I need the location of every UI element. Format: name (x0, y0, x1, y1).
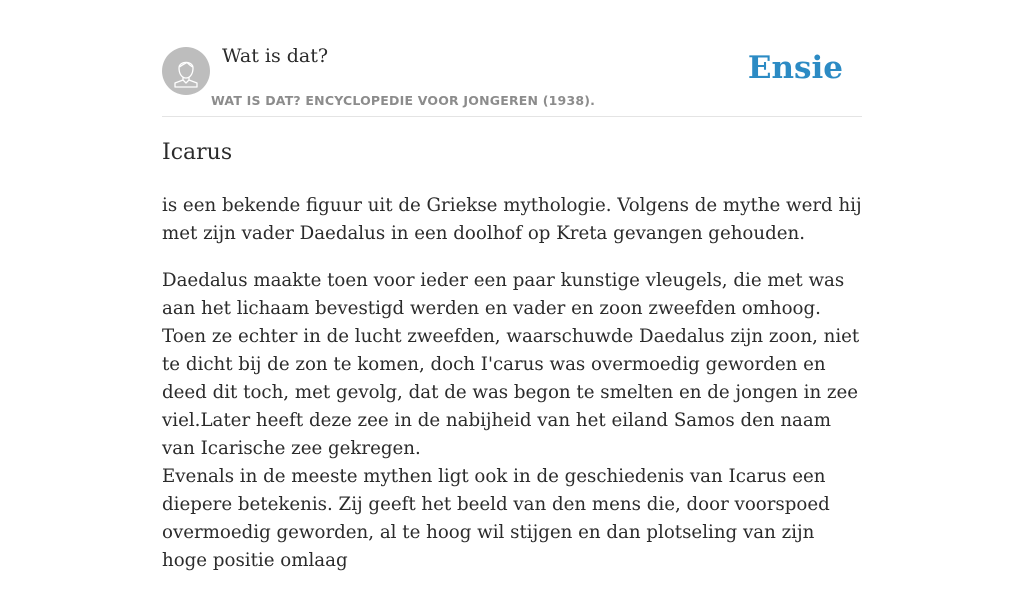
entry-title: Icarus (162, 140, 233, 165)
brand-logo[interactable]: Ensie (747, 50, 843, 86)
user-icon (162, 47, 210, 95)
paragraph: Daedalus maakte toen voor ieder een paar kunstige vleugels, die met was aan het lichaam bevestigd werden en vader en zoon zweefden omhoog. Toen ze echter in de lucht zweefden, waarschuwde Daedalus zijn zoon, niet te dicht bij de zon te komen, doch I'carus was overmoedig geworden en deed dit toch, met gevolg, dat de was begon te smelten en de jongen in zee viel.Later heeft deze zee in de nabijheid van het eiland Samos den naam van Icarische zee gekregen. Evenals in de meeste mythen ligt ook in de geschiedenis van Icarus een diepere betekenis. Zij geeft het beeld van den mens die, door voorspoed overmoedig geworden, al te hoog wil stijgen en dan plotseling van zijn hoge positie omlaag (162, 270, 860, 571)
source-subtitle: WAT IS DAT? ENCYCLOPEDIE VOOR JONGEREN (1938). (211, 93, 596, 108)
source-header (162, 0, 862, 117)
avatar[interactable] (162, 47, 210, 95)
article-body (162, 192, 862, 594)
source-title[interactable]: Wat is dat? (222, 45, 329, 67)
paragraph: is een bekende figuur uit de Griekse mythologie. Volgens de mythe werd hij met zijn vader Daedalus in een doolhof op Kreta gevangen gehouden. (162, 195, 862, 244)
